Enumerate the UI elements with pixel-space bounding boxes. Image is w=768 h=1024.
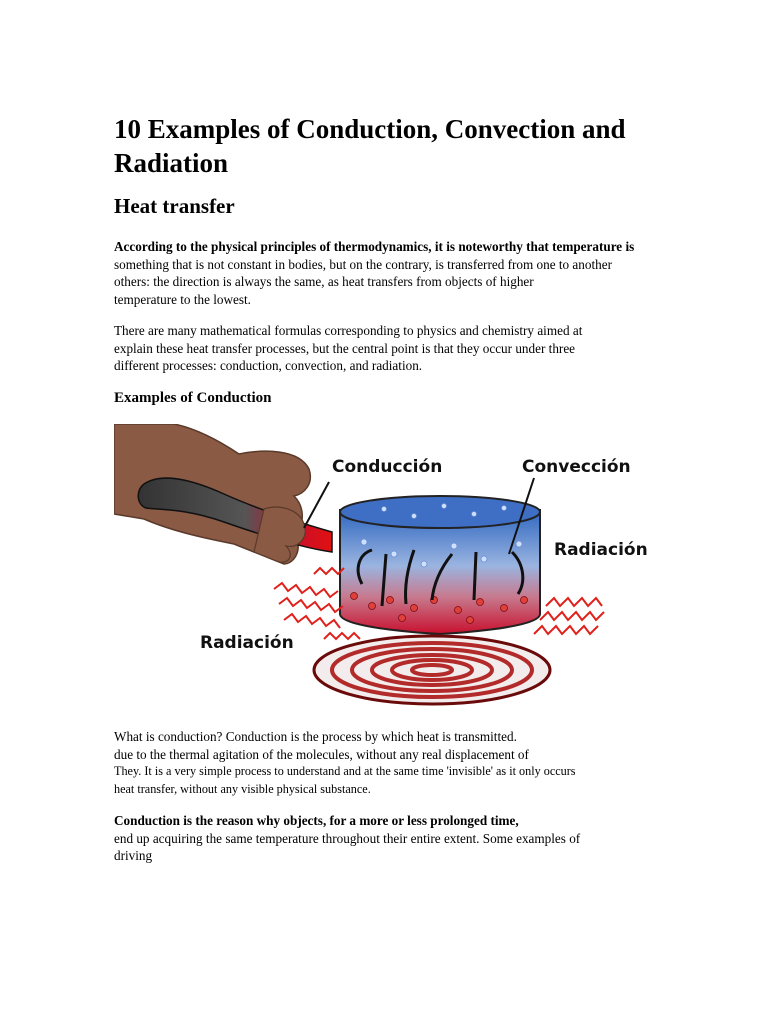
paragraph-intro bbox=[114, 238, 714, 308]
paragraph-reason-line: driving bbox=[114, 848, 153, 863]
paragraph-reason-line: end up acquiring the same temperature throughout their entire extent. Some examples of bbox=[114, 830, 581, 846]
label-radiacion-left: Radiación bbox=[200, 633, 294, 653]
page-title: 10 Examples of Conduction, Convection and Radiation bbox=[114, 114, 626, 178]
paragraph-conduction-line: due to the thermal agitation of the molecules, without any real displacement of bbox=[114, 746, 529, 762]
section-heading: Heat transfer bbox=[114, 194, 235, 218]
paragraph-formulas-line: explain these heat transfer processes, but the central point is that they occur under three bbox=[114, 340, 576, 356]
paragraph-conduction-line: heat transfer, without any visible physical substance. bbox=[114, 781, 371, 796]
pot-rim bbox=[340, 496, 540, 528]
paragraph-formulas bbox=[114, 322, 714, 375]
label-conveccion: Convección bbox=[522, 457, 631, 477]
subheading-conduction: Examples of Conduction bbox=[114, 390, 272, 406]
paragraph-intro-line: temperature to the lowest. bbox=[114, 291, 251, 307]
paragraph-intro-line: something that is not constant in bodies, but on the contrary, is transferred from one to another bbox=[114, 256, 612, 272]
paragraph-what-is-conduction bbox=[114, 728, 714, 798]
burner-outer bbox=[314, 636, 550, 704]
paragraph-intro-bold: According to the physical principles of thermodynamics, it is noteworthy that temperature is bbox=[114, 239, 635, 254]
paragraph-conduction-line: They. It is a very simple process to understand and at the same time 'invisible' as it only occurs bbox=[114, 764, 576, 778]
label-radiacion-right: Radiación bbox=[554, 540, 648, 560]
paragraph-conduction-reason bbox=[114, 812, 714, 865]
paragraph-formulas-line: There are many mathematical formulas corresponding to physics and chemistry aimed at bbox=[114, 323, 583, 338]
heat-transfer-illustration bbox=[114, 424, 666, 714]
paragraph-intro-line: others: the direction is always the same, as heat transfers from objects of higher bbox=[114, 274, 534, 289]
paragraph-conduction-line: What is conduction? Conduction is the process by which heat is transmitted. bbox=[114, 729, 517, 744]
paragraph-reason-bold: Conduction is the reason why objects, for a more or less prolonged time, bbox=[114, 813, 519, 828]
paragraph-formulas-line: different processes: conduction, convection, and radiation. bbox=[114, 358, 423, 373]
label-conduccion: Conducción bbox=[332, 457, 443, 477]
conduction-leader bbox=[304, 482, 329, 528]
